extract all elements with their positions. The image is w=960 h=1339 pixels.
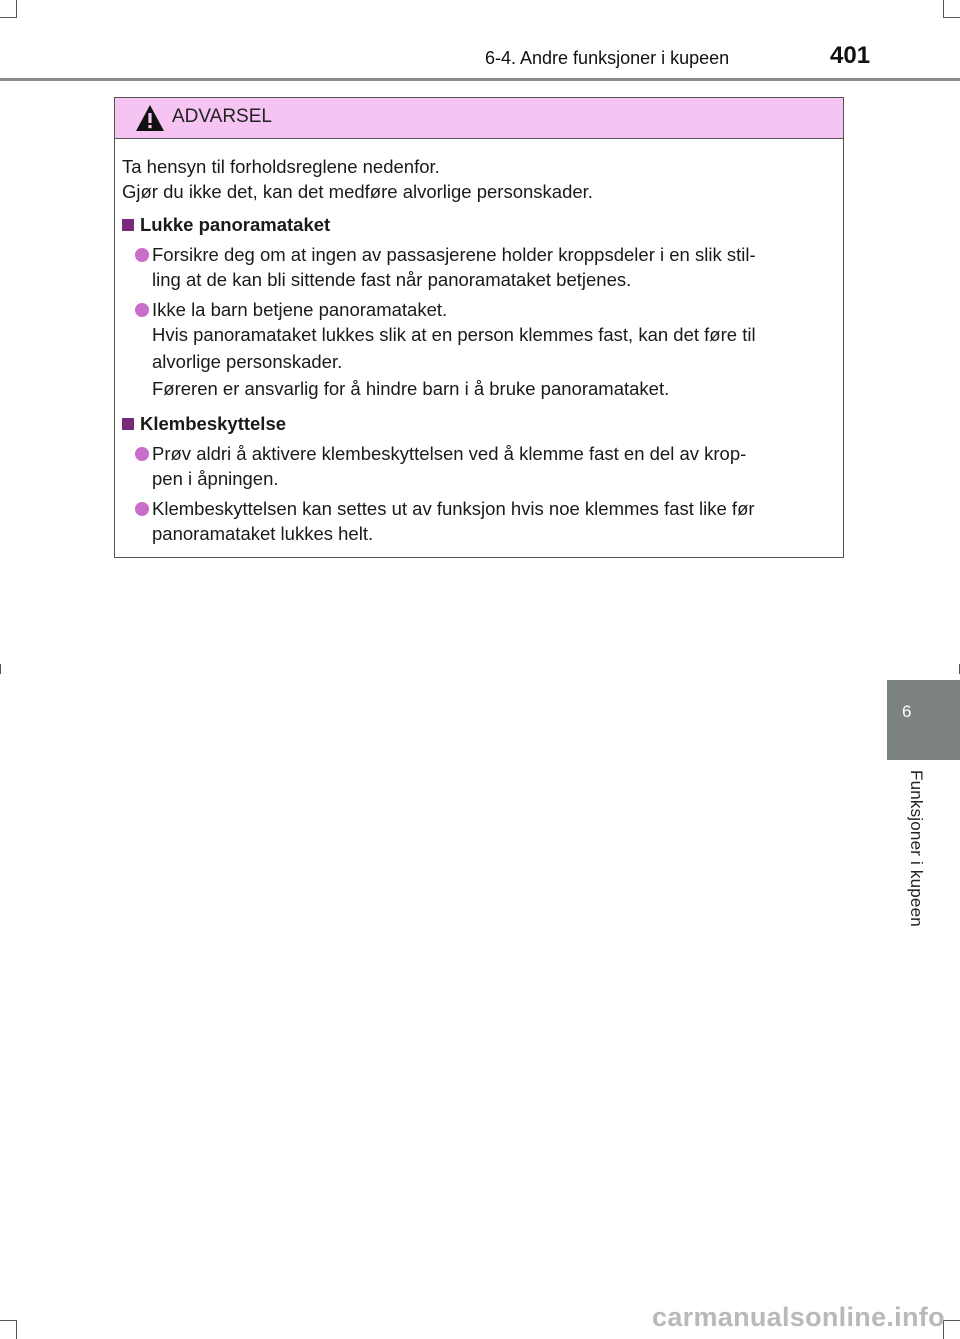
crop-mark: [0, 1320, 17, 1321]
item-line: Føreren er ansvarlig for å hindre barn i å bruke panoramataket.: [152, 378, 670, 399]
watermark: carmanualsonline.info: [652, 1302, 945, 1332]
chapter-number: 6: [902, 702, 912, 721]
warning-triangle-icon: [135, 104, 165, 132]
warning-box: [114, 97, 844, 558]
item-line: Prøv aldri å aktivere klembeskyttelsen ved å klemme fast en del av krop-: [152, 443, 747, 464]
section-heading-text: Lukke panoramataket: [140, 214, 331, 235]
crop-mark: [0, 17, 17, 18]
chapter-tab: [887, 680, 960, 760]
list-item: [122, 496, 835, 546]
warning-title: ADVARSEL: [172, 106, 272, 127]
warning-body: [115, 139, 843, 546]
list-item: [122, 297, 835, 401]
crop-mark: [16, 0, 17, 18]
circle-bullet-icon: [135, 502, 149, 516]
circle-bullet-icon: [135, 303, 149, 317]
square-bullet-icon: [122, 219, 134, 231]
section-heading: [122, 411, 835, 436]
item-line: Ikke la barn betjene panoramataket.: [152, 299, 448, 320]
item-line: Klembeskyttelsen kan settes ut av funksjon hvis noe klemmes fast like før: [152, 498, 755, 519]
page-number: 401: [830, 42, 871, 69]
crop-mark: [16, 1320, 17, 1339]
intro-line: Gjør du ikke det, kan det medføre alvorlige personskader.: [122, 181, 593, 202]
list-item: [122, 441, 835, 491]
crop-mark: [943, 1320, 960, 1321]
item-line: ling at de kan bli sittende fast når panoramataket betjenes.: [152, 269, 632, 290]
crop-mark: [943, 17, 960, 18]
circle-bullet-icon: [135, 447, 149, 461]
crop-mark: [943, 0, 944, 18]
warning-header: [115, 98, 843, 139]
section-heading: [122, 212, 835, 237]
intro-line: Ta hensyn til forholdsreglene nedenfor.: [122, 156, 440, 177]
section-heading-text: Klembeskyttelse: [140, 413, 287, 434]
header-rule: [0, 78, 960, 81]
circle-bullet-icon: [135, 248, 149, 262]
chapter-label: Funksjoner i kupeen: [907, 770, 926, 927]
square-bullet-icon: [122, 418, 134, 430]
list-item: [122, 242, 835, 292]
item-line: Forsikre deg om at ingen av passasjerene holder kroppsdeler i en slik stil-: [152, 244, 756, 265]
item-line: pen i åpningen.: [152, 468, 279, 489]
item-line: panoramataket lukkes helt.: [152, 523, 374, 544]
section-title: 6-4. Andre funksjoner i kupeen: [485, 48, 730, 68]
item-line: Hvis panoramataket lukkes slik at en person klemmes fast, kan det føre til: [152, 324, 756, 345]
crop-mark: [0, 664, 1, 674]
item-line: alvorlige personskader.: [152, 351, 343, 372]
